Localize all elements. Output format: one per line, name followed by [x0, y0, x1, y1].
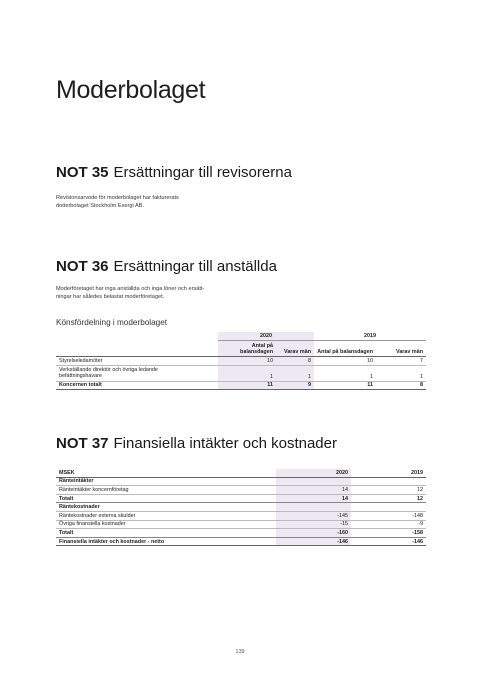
- cell: [351, 503, 426, 512]
- row-label: Räntekostnader: [56, 503, 276, 512]
- row-label: Totalt: [56, 494, 276, 503]
- note-37-heading: [56, 435, 337, 452]
- row-label: Ränteintäkter koncernföretag: [56, 486, 276, 495]
- note-35-heading: [56, 164, 292, 181]
- row-label: Räntekostnader externa skulder: [56, 511, 276, 520]
- cell: -160: [276, 529, 351, 538]
- note-36-title: Ersättningar till anställda: [113, 258, 277, 275]
- col-header: 2019: [351, 469, 426, 477]
- table-row: [56, 365, 426, 381]
- note-36-text: [56, 285, 256, 301]
- cell: [351, 477, 426, 486]
- page-number: 139: [235, 649, 245, 655]
- financial-income-table: [56, 469, 426, 546]
- cell: 1: [218, 365, 276, 381]
- cell: 14: [276, 486, 351, 495]
- note-36-subheading: Könsfördelning i moderbolaget: [56, 318, 168, 327]
- cell: 12: [351, 494, 426, 503]
- note-35-number: NOT 35: [56, 164, 109, 181]
- row-label: Ränteintäkter: [56, 477, 276, 486]
- table-header-row: [56, 469, 426, 477]
- cell: 7: [376, 357, 426, 366]
- cell: 10: [314, 357, 376, 366]
- cell: -158: [351, 529, 426, 538]
- table-section-row: [56, 503, 426, 512]
- note-36-text-line: ningar har således belastat moderföretaget.: [56, 294, 165, 300]
- cell: 14: [276, 494, 351, 503]
- cell: [276, 477, 351, 486]
- cell: -9: [351, 520, 426, 529]
- cell: 9: [276, 381, 314, 390]
- table-row: [56, 520, 426, 529]
- cell: 1: [276, 365, 314, 381]
- row-label: Styrelseledamöter: [56, 357, 218, 366]
- table-section-row: [56, 477, 426, 486]
- row-label: Övriga finansiella kostnader: [56, 520, 276, 529]
- table-total-row: [56, 381, 426, 390]
- cell: 8: [376, 381, 426, 390]
- note-36-number: NOT 36: [56, 258, 109, 275]
- table-row: [56, 511, 426, 520]
- col-header: Varav män: [376, 341, 426, 357]
- note-35-text: [56, 194, 256, 210]
- cell: -146: [351, 537, 426, 546]
- col-header: Antal på balansdagen: [314, 341, 376, 357]
- table-year-row: [56, 332, 426, 341]
- note-35-text-line: dotterbolaget Stockholm Exergi AB.: [56, 203, 144, 209]
- cell: [276, 503, 351, 512]
- table-row: [56, 357, 426, 366]
- note-37-title: Finansiella intäkter och kostnader: [113, 435, 337, 452]
- table-total-row: [56, 494, 426, 503]
- note-35-title: Ersättningar till revisorerna: [113, 164, 292, 181]
- row-label: Koncernen totalt: [56, 381, 218, 390]
- cell: -15: [276, 520, 351, 529]
- note-35-text-line: Revisionsarvode för moderbolaget har fakturerats: [56, 195, 179, 201]
- cell: 8: [276, 357, 314, 366]
- table-row: [56, 486, 426, 495]
- cell: 11: [314, 381, 376, 390]
- cell: 11: [218, 381, 276, 390]
- cell: 12: [351, 486, 426, 495]
- cell: -146: [276, 537, 351, 546]
- year-2020: 2020: [218, 332, 314, 341]
- cell: 1: [376, 365, 426, 381]
- table-header-row: [56, 341, 426, 357]
- note-37-number: NOT 37: [56, 435, 109, 452]
- cell: -148: [351, 511, 426, 520]
- row-label: Totalt: [56, 529, 276, 538]
- col-header: 2020: [276, 469, 351, 477]
- row-label: Verkställande direktör och övriga ledande befattningshavare: [56, 365, 218, 381]
- table-total-row: [56, 529, 426, 538]
- gender-distribution-table: [56, 332, 426, 390]
- note-36-heading: [56, 258, 277, 275]
- col-header: MSEK: [56, 469, 276, 477]
- table-total-row: [56, 537, 426, 546]
- note-36-text-line: Moderföretaget har inga anställda och inga löner och ersätt-: [56, 286, 205, 292]
- year-2019: 2019: [314, 332, 426, 341]
- cell: -145: [276, 511, 351, 520]
- row-label: Finansiella intäkter och kostnader - netto: [56, 537, 276, 546]
- col-header: Varav män: [276, 341, 314, 357]
- cell: 10: [218, 357, 276, 366]
- col-header: Antal på balansdagen: [218, 341, 276, 357]
- page-title: Moderbolaget: [56, 76, 206, 104]
- cell: 1: [314, 365, 376, 381]
